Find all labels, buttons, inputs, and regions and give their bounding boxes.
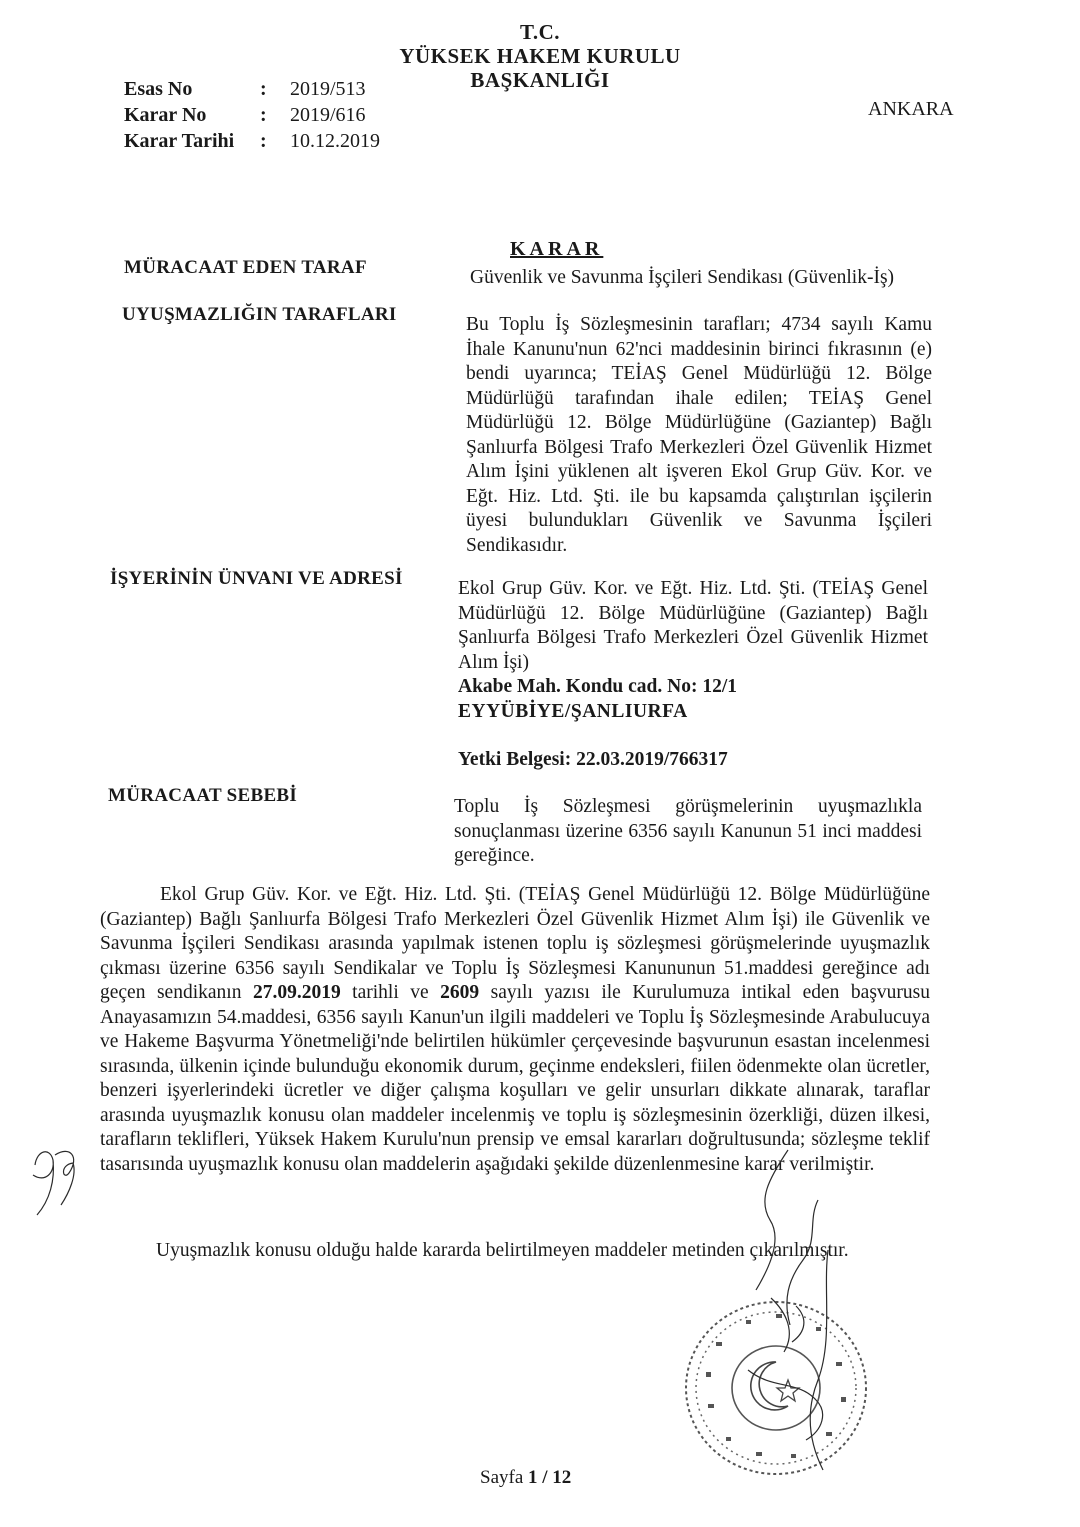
sebep-value: Toplu İş Sözleşmesi görüşmelerinin uyuşmazlıkla sonuçlanması üzerine 6356 sayılı Kanunun 51 inci maddesi gereğince. (454, 796, 922, 866)
taraflar-label: UYUŞMAZLIĞIN TARAFLARI (122, 304, 397, 325)
meta-esas-label: Esas No (124, 78, 193, 100)
isyeri-address-line1: Akabe Mah. Kondu cad. No: 12/1 (458, 676, 737, 697)
header-city: ANKARA (868, 98, 954, 120)
meta-karar-value: 2019/616 (290, 104, 366, 126)
page-total: 12 (552, 1467, 572, 1488)
page-current: 1 (528, 1467, 538, 1488)
body-paragraph-2: Uyuşmazlık konusu olduğu halde kararda belirtilmeyen maddeler metinden çıkarılmıştır. (156, 1240, 849, 1261)
meta-tarih-row (124, 130, 380, 153)
header-office: BAŞKANLIĞI (470, 68, 610, 92)
body-p1-date: 27.09.2019 (252, 982, 341, 1003)
document-header (380, 20, 700, 92)
meta-esas-row (124, 78, 366, 101)
meta-karar-row (124, 104, 366, 127)
muracaat-eden-label: MÜRACAAT EDEN TARAF (124, 257, 367, 278)
meta-karar-label: Karar No (124, 104, 207, 126)
handwritten-initials-icon (25, 1135, 85, 1225)
meta-colon: : (260, 104, 267, 126)
body-p1-number: 2609 (440, 982, 480, 1003)
isyeri-address-line2: EYYÜBİYE/ŞANLIURFA (458, 700, 688, 722)
body-p1-part2: tarihli ve (340, 982, 441, 1003)
page-number (480, 1467, 571, 1489)
body-p1-part1: Ekol Grup Güv. Kor. ve Eğt. Hiz. Ltd. Şti. (TEİAŞ Genel Müdürlüğü 12. Bölge Müdürlüğüne (Gaziantep) Bağlı Şanlıurfa Bölgesi Trafo Merkezleri Özel Güvenlik Hizmet Alım İşi) ile Güvenlik ve Savunma İşçileri Sendikası arasında yapılmak istenen toplu iş sözleşmesi görüşmelerinde uyuşmazlık çıkması üzerine 6356 sayılı Sendikalar ve Toplu İş Sözleşmesi Kanununun 51.maddesi gereğince adı geçen sendikanın (100, 884, 930, 1003)
body-paragraph-1 (100, 883, 930, 1177)
meta-esas-value: 2019/513 (290, 78, 366, 100)
header-institution: YÜKSEK HAKEM KURULU (399, 44, 681, 68)
isyeri-label: İŞYERİNİN ÜNVANI VE ADRESİ (110, 568, 403, 589)
yetki-belgesi: Yetki Belgesi: 22.03.2019/766317 (458, 749, 728, 770)
taraflar-value: Bu Toplu İş Sözleşmesinin tarafları; 4734 sayılı Kamu İhale Kanunu'nun 62'nci maddesinin birinci fıkrasının (e) bendi uyarınca; TEİAŞ Genel Müdürlüğü 12. Bölge Müdürlüğü tarafından ihale edilen; TEİAŞ Genel Müdürlüğü 12. Bölge Müdürlüğüne (Gaziantep) Bağlı Şanlıurfa Bölgesi Trafo Merkezleri Özel Güvenlik Hizmet Alım İşini yüklenen alt işveren Ekol Grup Güv. Kor. ve Eğt. Hiz. Ltd. Şti. ile bu kapsamda çalıştırılan işçilerin üyesi bulundukları Güvenlik ve Savunma İşçileri Sendikasıdır. (466, 314, 932, 556)
meta-colon: : (260, 78, 267, 100)
handwritten-signature-icon (728, 1140, 848, 1490)
meta-tarih-value: 10.12.2019 (290, 130, 380, 152)
page-label: Sayfa (480, 1467, 524, 1488)
page-separator: / (537, 1467, 553, 1488)
isyeri-block (458, 577, 928, 773)
header-tc: T.C. (519, 20, 561, 44)
body-p1-part3: sayılı yazısı ile Kurulumuza intikal eden başvurusu Anayasamızın 54.maddesi, 6356 sayılı Kanun'un ilgili maddeleri ve Toplu İş Sözleşmesinde Arabulucuya ve Hakeme Başvurma Yönetmeliği'nde belirtilen hükümler çerçevesinde başvurunun esastan incelenmesi sırasında, ülkenin içinde bulunduğu ekonomik durum, geçinme endeksleri, fiilen ödenmekte olan ücretler, benzeri işyerlerindeki ücretler ve diğer çalışma koşulları ve gelir unsurları dikkate alınarak, taraflar arasında uyuşmazlık konusu olan maddeler incelenmiş ve toplu iş sözleşmesinin özerkliği, düzen ilkesi, tarafların teklifleri, Yüksek Hakem Kurulu'nun prensip ve emsal kararları doğrultusunda; sözleşme teklif tasarısında uyuşmazlık konusu olan maddelerin aşağıdaki şekilde düzenlenmesine karar verilmiştir. (100, 982, 930, 1175)
meta-tarih-label: Karar Tarihi (124, 130, 235, 152)
decision-heading: KARAR (510, 238, 604, 260)
isyeri-value: Ekol Grup Güv. Kor. ve Eğt. Hiz. Ltd. Şti. (TEİAŞ Genel Müdürlüğü 12. Bölge Müdürlüğüne (Gaziantep) Bağlı Şanlıurfa Bölgesi Trafo Merkezleri Özel Güvenlik Hizmet Alım İşi) (458, 578, 928, 673)
meta-colon: : (260, 130, 267, 152)
sebep-label: MÜRACAAT SEBEBİ (108, 785, 298, 806)
muracaat-eden-value: Güvenlik ve Savunma İşçileri Sendikası (Güvenlik-İş) (470, 267, 895, 288)
